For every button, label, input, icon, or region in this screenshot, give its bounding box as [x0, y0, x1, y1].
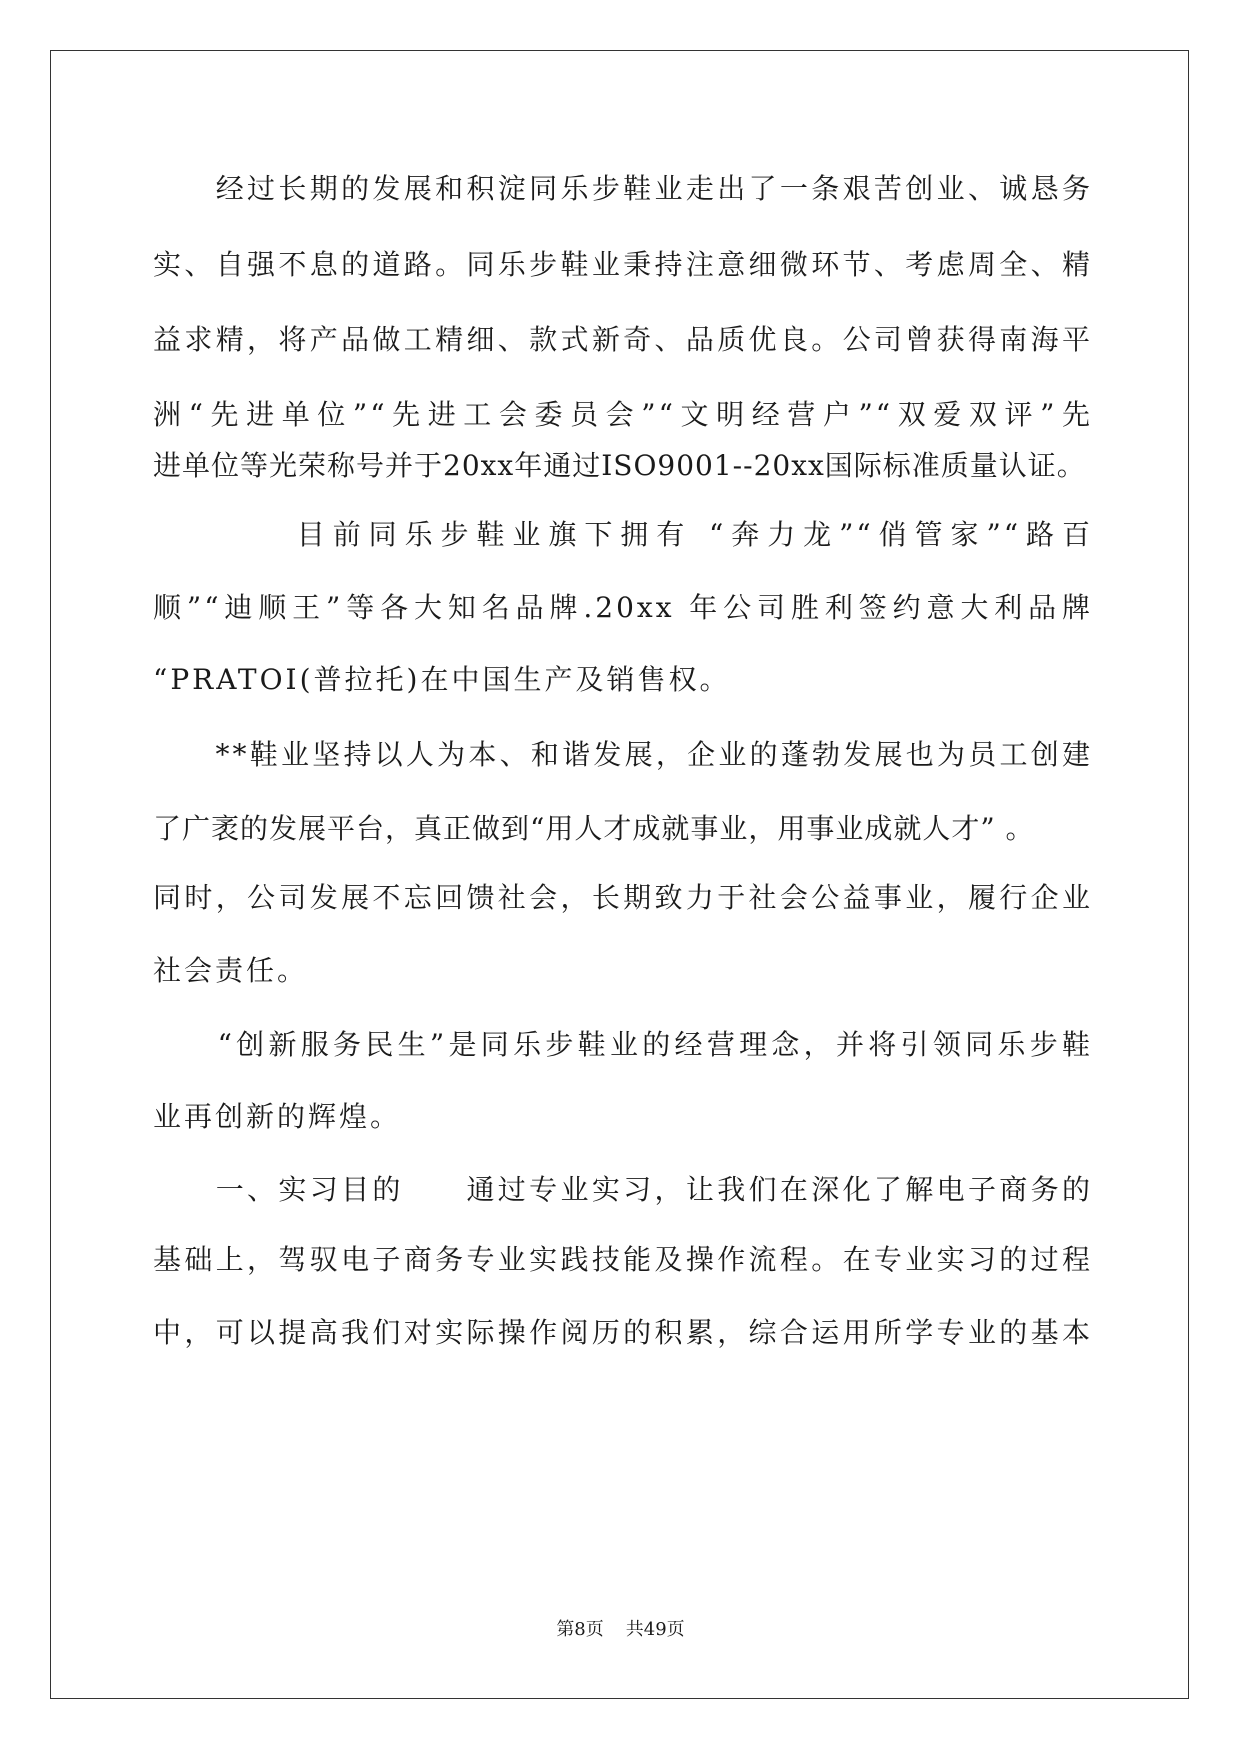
page-footer	[0, 1618, 1241, 1642]
body-text-line: 目前同乐步鞋业旗下拥有 “奔力龙”“俏管家”“路百	[153, 518, 1093, 551]
body-text-line: 同时，公司发展不忘回馈社会，长期致力于社会公益事业，履行企业	[153, 881, 1093, 914]
body-text-line: 经过长期的发展和积淀同乐步鞋业走出了一条艰苦创业、诚恳务	[153, 172, 1093, 205]
page-number: 第8页	[556, 1619, 604, 1640]
body-text-line: 业再创新的辉煌。	[153, 1100, 402, 1133]
body-text-line: 一、实习目的 通过专业实习，让我们在深化了解电子商务的	[153, 1173, 1093, 1206]
body-text-line: 中，可以提高我们对实际操作阅历的积累，综合运用所学专业的基本	[153, 1316, 1093, 1349]
body-text-line: “创新服务民生”是同乐步鞋业的经营理念，并将引领同乐步鞋	[153, 1028, 1093, 1061]
body-text-line: 益求精，将产品做工精细、款式新奇、品质优良。公司曾获得南海平	[153, 323, 1093, 356]
page-total: 共49页	[625, 1619, 685, 1640]
page-border	[50, 50, 1189, 1699]
body-text-line: 了广袤的发展平台，真正做到“用人才成就事业，用事业成就人才” 。	[153, 812, 1035, 845]
body-text-line: **鞋业坚持以人为本、和谐发展，企业的蓬勃发展也为员工创建	[153, 738, 1093, 771]
body-text-line: 实、自强不息的道路。同乐步鞋业秉持注意细微环节、考虑周全、精	[153, 248, 1093, 281]
body-text-line: 社会责任。	[153, 954, 309, 987]
body-text-line: 顺”“迪顺王”等各大知名品牌.20xx 年公司胜利签约意大利品牌	[153, 591, 1093, 624]
body-text-line: 进单位等光荣称号并于20xx年通过ISO9001--20xx国际标准质量认证。	[153, 449, 1086, 482]
body-text-line: “PRATOI(普拉托)在中国生产及销售权。	[153, 663, 731, 696]
body-text-line: 洲“先进单位”“先进工会委员会”“文明经营户”“双爱双评”先	[153, 398, 1093, 431]
body-text-line: 基础上，驾驭电子商务专业实践技能及操作流程。在专业实习的过程	[153, 1243, 1093, 1276]
